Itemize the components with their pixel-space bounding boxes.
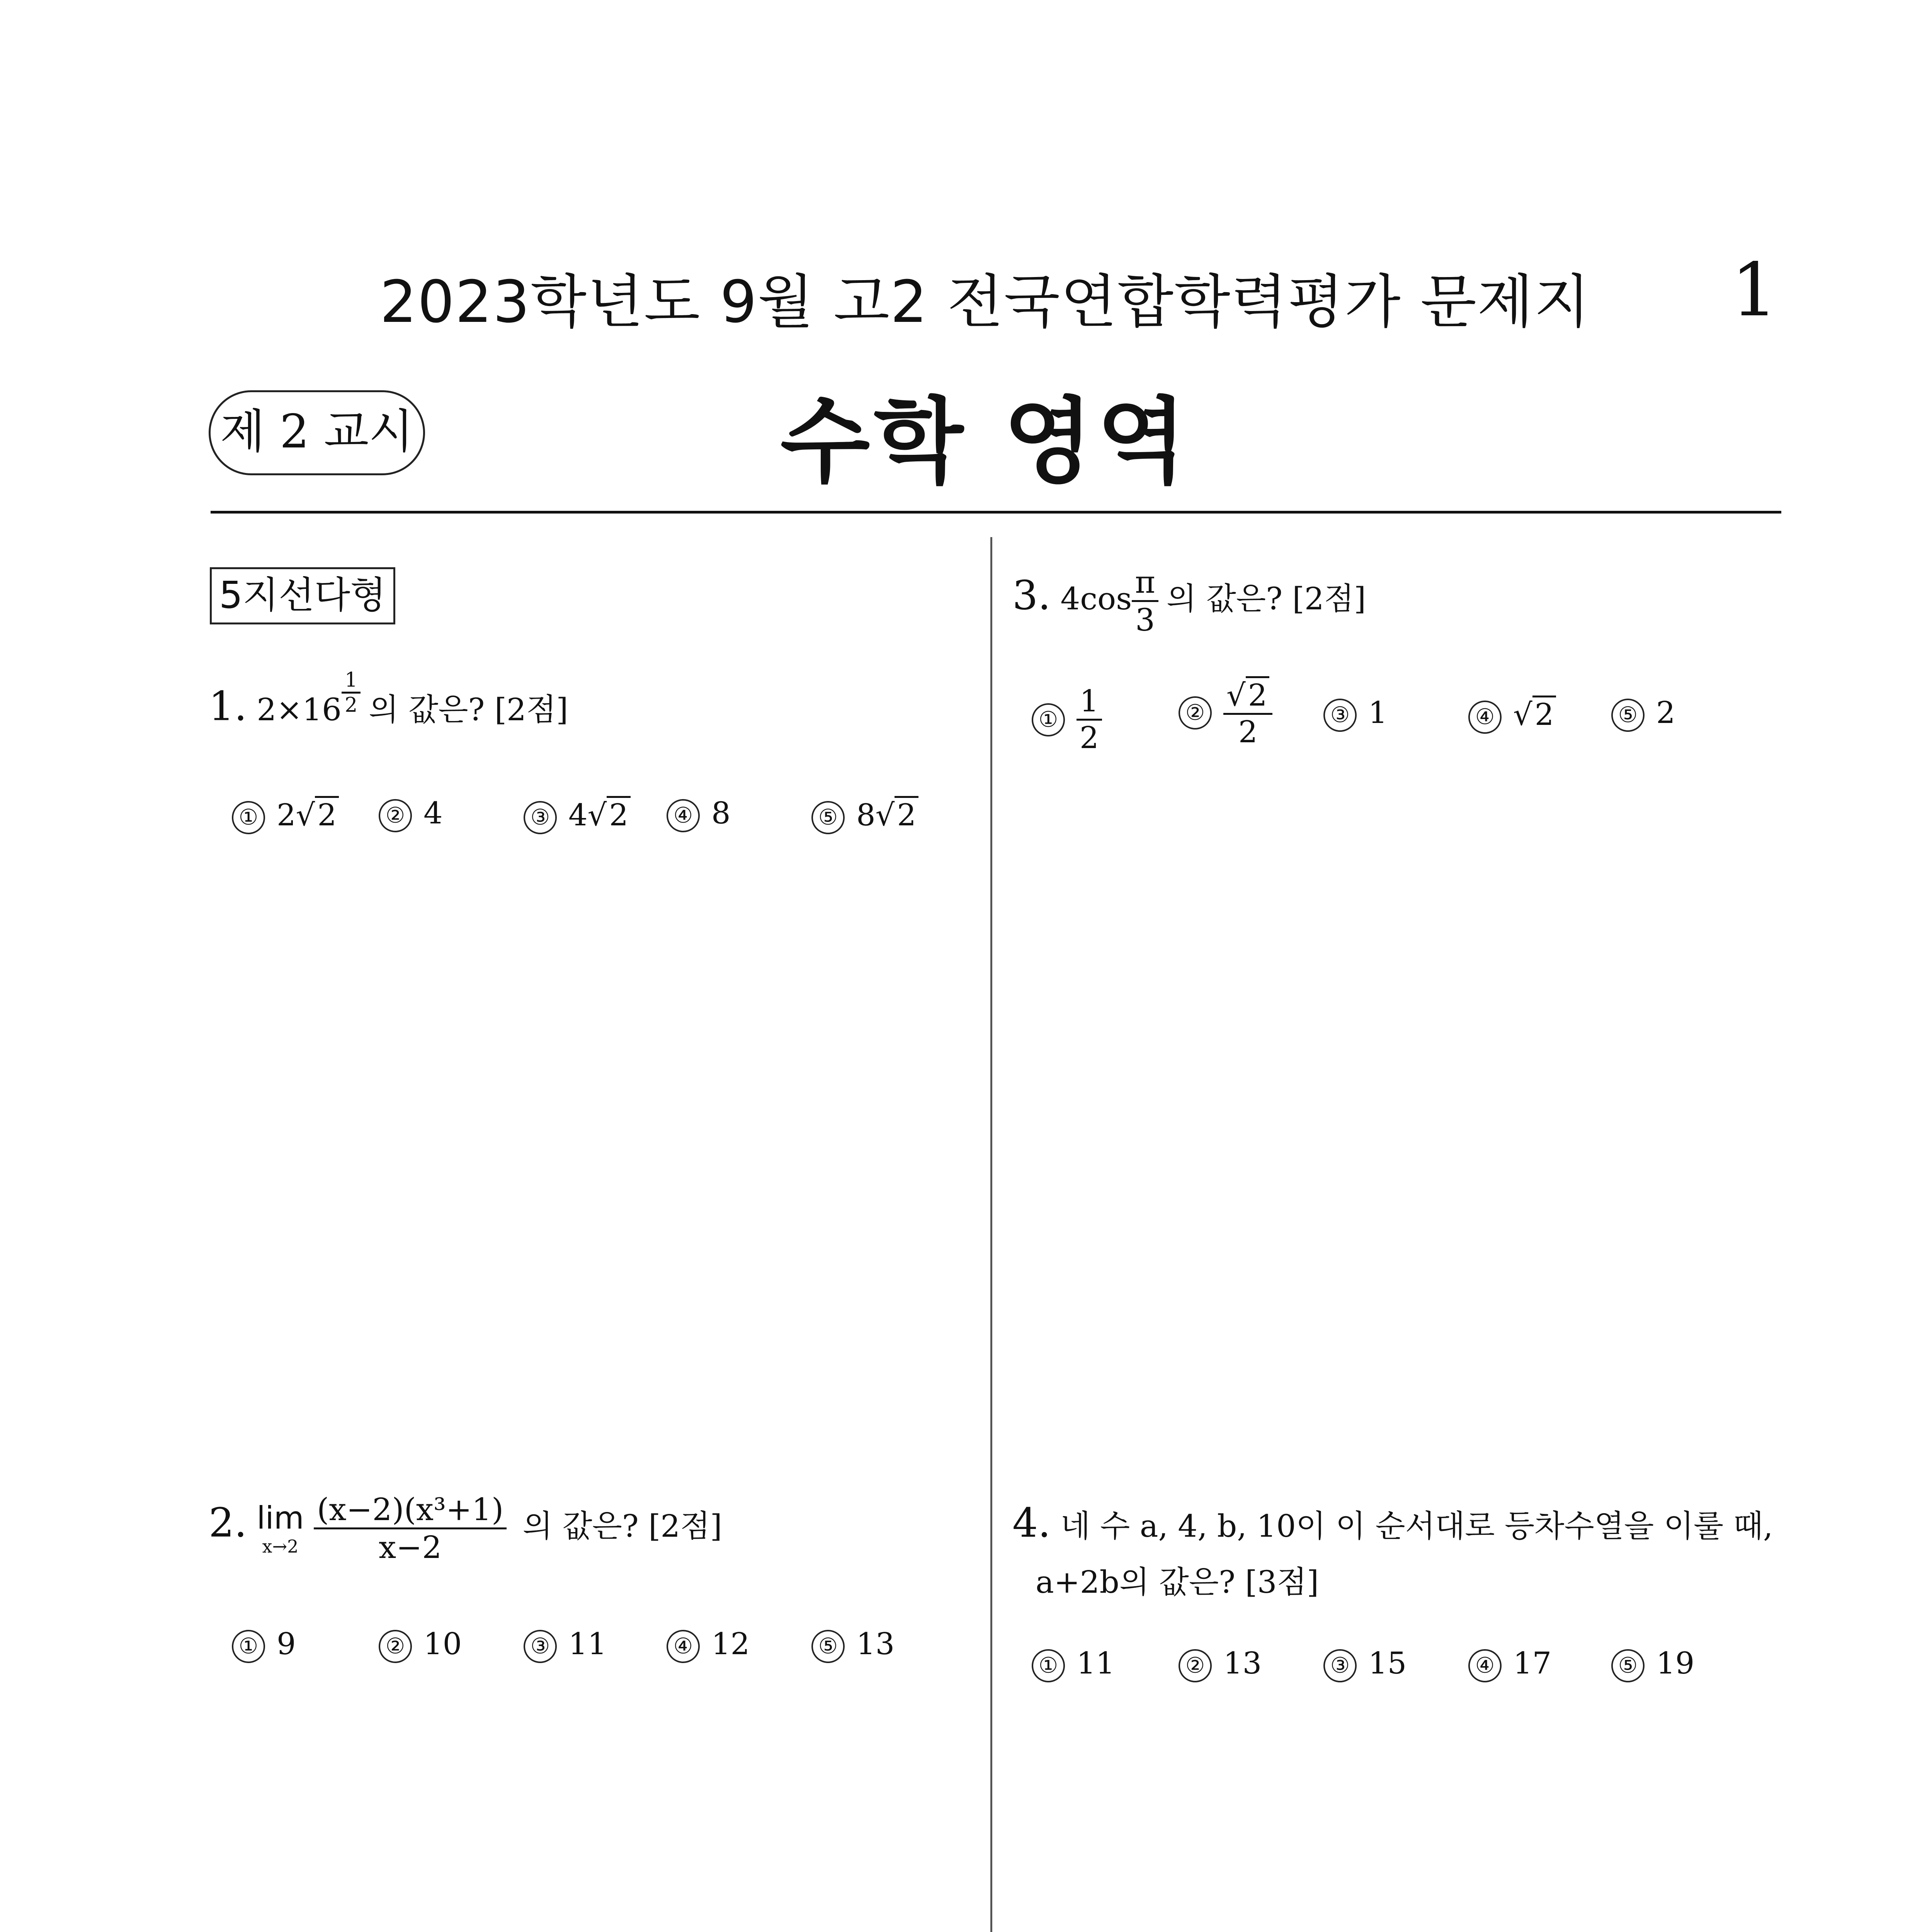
q2-option-3[interactable]: ③ 11 — [524, 1627, 607, 1663]
marker-1-icon: ① — [232, 801, 265, 834]
question-2 — [209, 1492, 722, 1565]
header-rule — [211, 511, 1781, 514]
column-divider — [990, 537, 992, 1932]
question-expression: 2×16 $^{\frac{1}{2}}$ — [257, 692, 361, 728]
marker-2-icon: ② — [1179, 1649, 1212, 1682]
marker-5-icon: ⑤ — [1611, 1649, 1645, 1682]
question-3 — [1012, 564, 1366, 638]
marker-1-icon: ① — [232, 1630, 265, 1663]
q3-option-3[interactable]: ③ 1 — [1323, 696, 1388, 732]
subject-title: 수학 영역 — [780, 388, 1190, 496]
question-suffix: 의 값은? [2점] — [369, 691, 568, 728]
q4-option-1[interactable]: ① 11 — [1032, 1646, 1115, 1682]
marker-1-icon: ① — [1032, 1649, 1065, 1682]
q3-option-5[interactable]: ⑤ 2 — [1611, 696, 1675, 732]
exam-title: 2023학년도 9월 고2 전국연합학력평가 문제지 — [380, 269, 1591, 336]
marker-3-icon: ③ — [524, 1630, 557, 1663]
q1-option-1[interactable]: ① 2√2 — [232, 796, 339, 834]
question-number: 4. — [1012, 1499, 1051, 1546]
question-4 — [1012, 1499, 1773, 1546]
q2-option-5[interactable]: ⑤ 13 — [811, 1627, 895, 1663]
question-suffix: 의 값은? [2점] — [1166, 580, 1366, 617]
marker-4-icon: ④ — [667, 799, 700, 832]
q4-option-5[interactable]: ⑤ 19 — [1611, 1646, 1694, 1682]
marker-3-icon: ③ — [524, 801, 557, 834]
marker-4-icon: ④ — [1468, 1649, 1502, 1682]
marker-4-icon: ④ — [667, 1630, 700, 1663]
marker-4-icon: ④ — [1468, 701, 1502, 734]
period-badge: 제 2 교시 — [209, 390, 425, 475]
question-expression: 4cos $\frac{\pi}{3}$ — [1060, 581, 1158, 617]
q2-option-4[interactable]: ④ 12 — [667, 1627, 750, 1663]
q1-option-2[interactable]: ② 4 — [379, 796, 443, 832]
question-expression: lim x→2 $\frac{\text{(x−2)(x³+1)}}{x-2}$ — [257, 1508, 516, 1544]
q1-option-5[interactable]: ⑤ 8√2 — [811, 796, 918, 834]
marker-2-icon: ② — [379, 1630, 412, 1663]
q2-option-1[interactable]: ① 9 — [232, 1627, 296, 1663]
page-number: 1 — [1731, 247, 1778, 333]
q4-option-2[interactable]: ② 13 — [1179, 1646, 1262, 1682]
q3-option-2[interactable]: ② $\frac{√2}{2}$ — [1179, 676, 1272, 750]
q4-option-4[interactable]: ④ 17 — [1468, 1646, 1551, 1682]
q3-option-4[interactable]: ④ √2 — [1468, 696, 1556, 734]
q2-option-2[interactable]: ② 10 — [379, 1627, 462, 1663]
marker-3-icon: ③ — [1323, 1649, 1357, 1682]
q4-option-3[interactable]: ③ 15 — [1323, 1646, 1406, 1682]
question-number: 2. — [209, 1499, 247, 1546]
marker-5-icon: ⑤ — [811, 1630, 845, 1663]
question-text: 네 수 a, 4, b, 10이 이 순서대로 등차수열을 이룰 때, — [1060, 1508, 1773, 1544]
marker-2-icon: ② — [379, 799, 412, 832]
question-number: 1. — [209, 682, 247, 730]
question-text-line-2: a+2b의 값은? [3점] — [1036, 1564, 1319, 1600]
marker-5-icon: ⑤ — [811, 801, 845, 834]
question-number: 3. — [1012, 571, 1051, 619]
q3-option-1[interactable]: ① $\frac{1}{2}$ — [1032, 684, 1102, 755]
q1-option-4[interactable]: ④ 8 — [667, 796, 731, 832]
question-1 — [209, 668, 568, 730]
marker-3-icon: ③ — [1323, 699, 1357, 732]
q1-option-3[interactable]: ③ 4√2 — [524, 796, 631, 834]
question-suffix: 의 값은? [2점] — [522, 1508, 722, 1544]
marker-1-icon: ① — [1032, 703, 1065, 736]
marker-2-icon: ② — [1179, 696, 1212, 730]
marker-5-icon: ⑤ — [1611, 699, 1645, 732]
question-type-label: 5지선다형 — [210, 567, 395, 624]
